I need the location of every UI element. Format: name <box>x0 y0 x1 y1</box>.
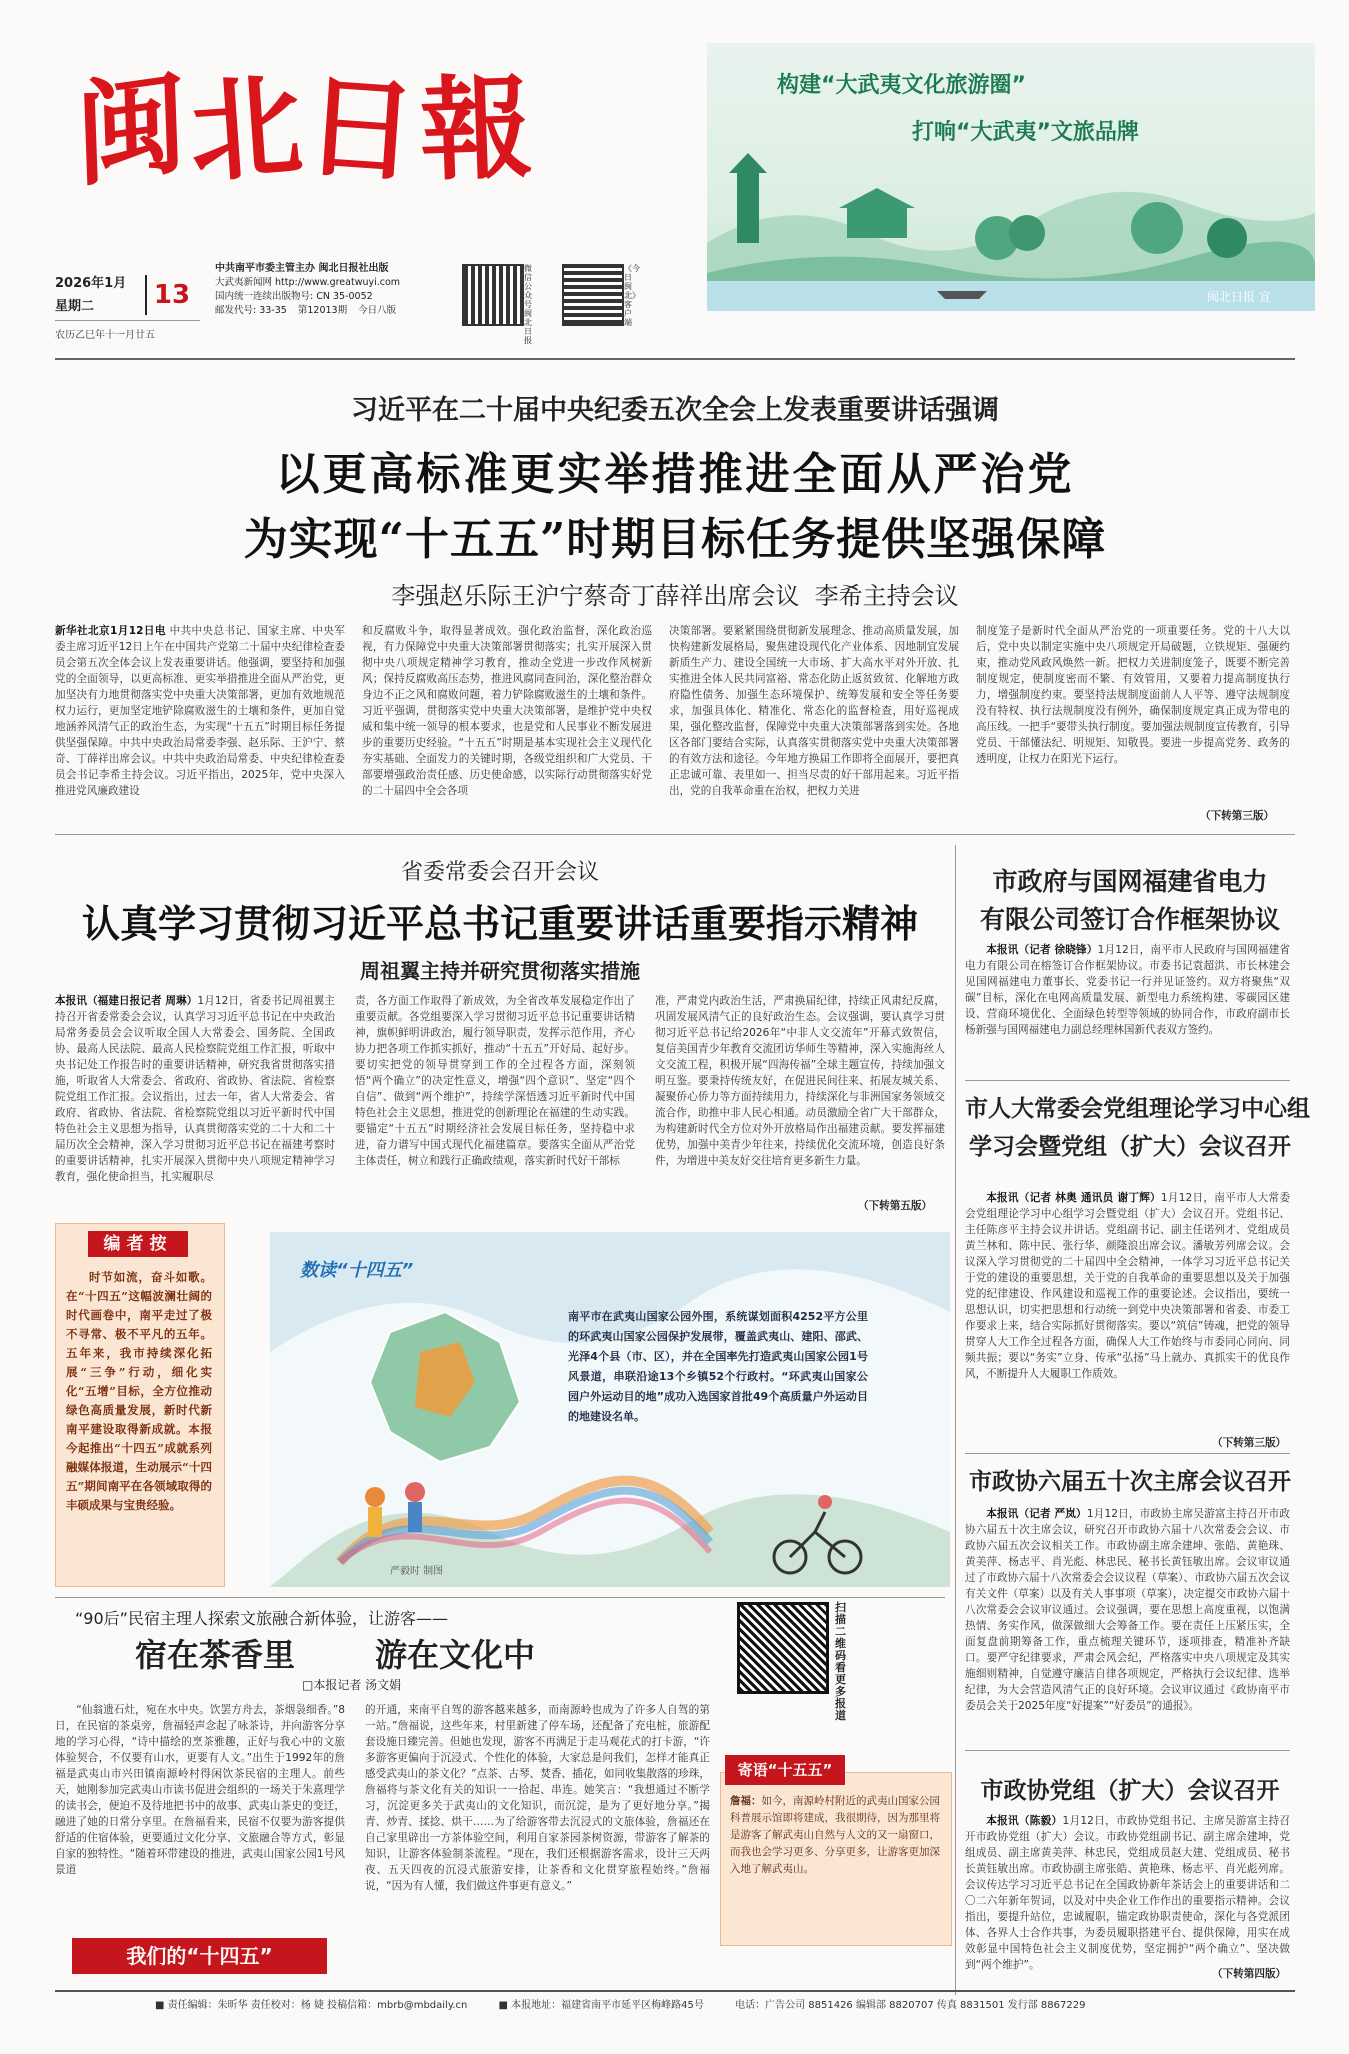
pub-info <box>215 262 455 342</box>
ad-banner <box>707 43 1315 311</box>
logo-char: 闽 <box>73 56 189 204</box>
series-banner-text: 我们的“十四五” <box>126 1944 273 1968</box>
lead-body-4: 制度笼子是新时代全面从严治党的一项重要任务。党的十八大以后，党中央以制定实施中央八项规定开局破题，立铁规矩、强硬约束，推动党风政风焕然一新。把权力关进制度笼子，既要不断完善制度规定，使制度密而不繁、有效管用，又要着力提高制度执行力，增强制度约束。要坚持法规制度面前人人平等、遵守法规制度没有特权、执行法规制度没有例外，确保制度规定真正成为带电的高压线。一把手“要带头执行制度。要加强法规制度宣传教育，引导党员、干部懂法纪、明规矩、知敬畏。要进一步提高党务、政务的透明度，让权力在阳光下运行。 <box>976 625 1290 765</box>
ad-line-2: 打响“大武夷”文旅品牌 <box>912 120 1139 145</box>
ad-line-1: 构建“大武夷文化旅游圈” <box>777 73 1026 98</box>
story2-body-1: 1月12日，省委书记周祖翼主持召开省委常委会会议，认真学习习近平总书记在中央政治局常务委员会会议听取全国人大常委会、国务院、全国政协、最高人民法院、最高人民检察院党组工作汇报，听取中央书记处工作报告时的重要讲话精神，研究我省贯彻落实措施，听取省人大常委会、省政府、省政协、省法院、省检察院党组工作汇报。会议指出，过去一年，省人大常委会、省政府、省政协、省法院、省检察院党组以习近平新时代中国特色社会主义思想为指导，认真贯彻落实党的二十大和二十届历次全会精神，深入学习贯彻习近平总书记在福建考察时的重要讲话精神，扎实开展深入贯彻中央八项规定精神学习教育，强化使命担当，扎实履职尽 <box>55 995 335 1183</box>
issue-weekday: 星期二 <box>55 299 95 314</box>
story2-headline: 认真学习贯彻习近平总书记重要讲话重要指示精神 <box>81 901 918 946</box>
logo-char: 北 <box>185 60 307 199</box>
lead-body-2: 和反腐败斗争，取得显著成效。强化政治监督，深化政治巡视，有力保障党中央重大决策部署贯彻落实；扎实开展深入贯彻中央八项规定精神学习教育，推动全党进一步改作风树新风；保持反腐败高压态势，推进风腐同查同治，深化整治群众身边不正之风和腐败问题，着力铲除腐败滋生的土壤和条件。习近平强调，贯彻落实党中央重大决策部署，是维护党中央权威和集中统一领导的根本要求，也是党和人民事业不断发展进步的重要历史经验。“十五五”时期是基本实现社会主义现代化夯实基础、全面发力的关键时期，各级党组织和广大党员、干部要增强政治责任感、历史使命感，以实际行动贯彻落实好党的二十届四中全会各项 <box>362 625 652 797</box>
s4-body <box>965 1813 1291 1971</box>
masthead-rule <box>55 358 1295 360</box>
s3-rule <box>965 1750 1290 1751</box>
feature-headline-b: 游在文化中 <box>375 1636 536 1674</box>
feature-kicker: “90后”民宿主理人探索文旅融合新体验，让游客—— <box>75 1609 448 1628</box>
cn-number: 国内统一连续出版物号: CN 35-0052 <box>215 291 373 302</box>
story2-byline: 本报讯（福建日报记者 周琳） <box>55 995 198 1007</box>
qr-app-caption: 《今日闽北》客户端 <box>624 264 640 327</box>
s1-body <box>965 942 1290 1072</box>
s3-text <box>965 1506 1290 1714</box>
masthead-logo <box>73 56 535 204</box>
infographic-badge: 数读“十四五” <box>300 1260 414 1281</box>
editor-note-label <box>88 1231 188 1257</box>
lunar-date: 农历乙巳年十一月廿五 <box>55 330 155 341</box>
story2-continue: （下转第五版） <box>858 1200 933 1212</box>
issue-date: 2026年1月 <box>55 276 127 291</box>
lead-headline-2: 为实现“十五五”时期目标任务提供坚强保障 <box>243 514 1107 565</box>
s3-body <box>965 1506 1290 1742</box>
postal-code: 邮发代号: 33-35 <box>215 305 287 316</box>
feature-headline-a: 宿在茶香里 <box>135 1636 296 1674</box>
lead-kicker: 习近平在二十届中央纪委五次全会上发表重要讲话强调 <box>351 395 999 426</box>
infographic-text: 南平市在武夷山国家公园外围，系统谋划面积4252平方公里的环武夷山国家公园保护发展带，覆盖武夷山、建阳、邵武、光泽4个县（市、区），并在全国率先打造武夷山国家公园1号风景道，串联沿途13个乡镇52个行政村。“环武夷山国家公园户外运动目的地”成功入选国家首批49个高质量户外运动目的地建设名单。 <box>568 1310 868 1423</box>
postal-line <box>215 304 455 318</box>
s3-byline: 本报讯（记者 严岚） <box>986 1508 1087 1520</box>
lead-column-4 <box>976 623 1290 807</box>
lead-column-2 <box>362 623 652 823</box>
s2-rule <box>965 1453 1290 1454</box>
footer <box>55 1996 1295 2014</box>
s4-text <box>965 1813 1290 1973</box>
s2-continue: （下转第三版） <box>1212 1437 1287 1449</box>
issue-number: 第12013期 <box>297 305 348 316</box>
s2-text <box>965 1190 1290 1382</box>
lead-column-1 <box>55 623 345 823</box>
feature-byline: □本报记者 汤文娟 <box>302 1678 402 1692</box>
postcard-text: 如今，南源岭村附近的武夷山国家公园科普展示馆即将建成，我很期待，因为那里将是游客了解武夷山自然与人文的又一扇窗口，而我也会学习更多、分享更多，让游客更加深入地了解武夷山。 <box>730 1795 940 1875</box>
s4-continue: （下转第四版） <box>1212 1968 1287 1980</box>
postcard-title <box>725 1755 845 1785</box>
series-banner <box>72 1938 327 1974</box>
editor-note-body <box>66 1268 212 1580</box>
publisher-line: 中共南平市委主管主办 闽北日报社出版 <box>215 263 389 274</box>
postcard-title-text: 寄语“十五五” <box>737 1761 833 1779</box>
feature-rule <box>55 1597 945 1598</box>
logo-char: 日 <box>300 60 422 199</box>
s3-headline: 市政协六届五十次主席会议召开 <box>969 1469 1291 1495</box>
feature-column-1 <box>55 1702 345 1946</box>
story2-body-2: 责，各方面工作取得了新成效，为全省改革发展稳定作出了重要贡献。各党组要深入学习贯彻习近平总书记重要讲话精神，旗帜鲜明讲政治，履行领导职责，发挥示范作用，齐心协力把各项工作抓实抓好，推动“十五五”开好局、起好步。要切实把党的领导贯穿到工作的全过程各方面，深刻领悟“两个确立”的决定性意义，增强“四个意识”、坚定“四个自信”、做到“两个维护”，持续学深悟透习近平新时代中国特色社会主义思想，推进党的创新理论在福建的生动实践。要锚定“十五五”时期经济社会发展目标任务，坚持稳中求进，奋力谱写中国式现代化福建篇章。要落实全面从严治党主体责任，树立和践行正确政绩观，落实新时代好干部标 <box>355 995 635 1167</box>
s1-rule <box>965 1080 1290 1081</box>
lead-text-1 <box>55 623 345 799</box>
infographic-text-box <box>568 1307 868 1457</box>
qr-app[interactable] <box>562 264 624 326</box>
lead-headline-1: 以更高标准更实举措推进全面从严治党 <box>275 449 1075 500</box>
s4-byline: 本报讯（陈毅） <box>986 1815 1063 1827</box>
feature-qr[interactable] <box>737 1602 829 1694</box>
editor-note-text: 时节如流，奋斗如歌。在“十四五”这幅波澜壮阔的时代画卷中，南平走过了极不寻常、极不平凡的五年。五年来，我市持续深化拓展“三争”行动，细化实化“五增”目标，全方位推动绿色高质量发展，新时代新南平建设取得新成就。本报今起推出“十四五”成就系列融媒体报道，生动展示“十四五”期间南平在各领域取得的丰硕成果与宝贵经验。 <box>66 1270 212 1512</box>
story2-column-2 <box>355 993 635 1211</box>
story2-body-3: 准，严肃党内政治生活，严肃换届纪律，持续正风肃纪反腐，巩固发展风清气正的良好政治生态。会议强调，要认真学习贯彻习近平总书记给2026年“中非人文交流年”开幕式致贺信，复信美国青少年教育交流团访华师生等精神，深入实施海丝人文交流工程，积极开展“四海传福”全球主题宣传，持续加强文明互鉴。要秉持传统友好，在促进民间往来、拓展友城关系、凝聚侨心侨力等方面持续用力，持续深化与非洲国家务领域交流合作，助推中非人民心相通。动员激励全省广大干部群众，为构建新时代全方位对外开放格局作出福建贡献。要发挥福建优势，加强中美青少年往来，持续优化交流环境，创造良好条件，为增进中美友好交往培育更多新生力量。 <box>655 995 945 1167</box>
s1-text <box>965 942 1290 1038</box>
logo-char: 報 <box>417 62 535 197</box>
feature-column-2 <box>365 1702 710 1946</box>
feature-body-1: “仙翁遗石灶，宛在水中央。饮罢方舟去，茶烟袅细香。”8日，在民宿的茶桌旁，詹福轻声念起了咏茶诗，并向游客分享地的学习心得，“诗中描绘的烹茶雅趣，正好与我心中的文旅体验契合，不仅要有山水，更要有人文。”出生于1992年的詹福是武夷山市兴田镇南源岭村得闲饮茶民宿的主理人。前些天，她刚参加完武夷山市读书促进会组织的一场关于朱熹理学的读书会，便迫不及待地把书中的故事、武夷山茶史的变迁，融进了她的日常分享里。在詹福看来，民宿不仅要为游客提供舒适的住宿体验，更要通过文化分享、文旅融合等方式，彰显自家的独特性。“随着环带建设的推进，武夷山国家公园1号风景道 <box>55 1704 345 1876</box>
side-vertical-rule <box>955 845 956 1995</box>
pages-today: 今日八版 <box>358 305 397 316</box>
feature-qr-caption: 扫描二维码看更多报道 <box>835 1601 846 1722</box>
story2-kicker: 省委常委会召开会议 <box>400 860 599 885</box>
s2-body <box>965 1190 1290 1430</box>
issue-day: 13 <box>153 280 191 310</box>
day-badge <box>145 275 197 315</box>
date-rule <box>55 320 200 321</box>
feature-body-2: 的开通，来南平自驾的游客越来越多，而南源岭也成为了许多人自驾的第一站。”詹福说，这些年来，村里新建了停车场，还配备了充电桩，旅游配套设施日臻完善。但她也发现，游客不再满足于走马观花式的打卡游，“许多游客更偏向于沉浸式、个性化的体验，大家总是问我们，怎样才能真正感受武夷山的茶文化？”点茶、古琴、焚香、插花，如同收集散落的珍珠，詹福将与茶文化有关的知识一一拾起、串连。她笑言：“我想通过不断学习，沉淀更多关于武夷山的文化知识，而沉淀，是为了更好地分享。”揭青、炒青、揉捻、烘干……为了给游客带去沉浸式的文旅体验，詹福还在自己家里辟出一方茶体验空间，利用自家茶园茶树资源，带游客了解茶的知识，让游客体验制茶流程。“现在，我们还根据游客需求，设计三天两夜、五天四夜的沉浸式旅游安排，让茶香和文化贯穿旅程始终。”詹福说，“因为有人懂，我们做这件事更有意义。” <box>365 1704 710 1892</box>
lead-subhead: 李强赵乐际王沪宁蔡奇丁薛祥出席会议 李希主持会议 <box>391 582 959 610</box>
s2-headline-1: 市人大常委会党组理论学习中心组 <box>965 1096 1310 1122</box>
s1-headline-1: 市政府与国网福建省电力 <box>992 867 1268 896</box>
ad-credit: 闽北日报 宣 <box>1207 290 1271 304</box>
s4-headline: 市政协党组（扩大）会议召开 <box>980 1778 1280 1804</box>
qr-wechat-caption: 微信公众号 闽北日报 <box>524 264 532 345</box>
website: 大武夷新闻网 http://www.greatwuyi.com <box>215 277 401 288</box>
footer-address: ■ 本报地址：福建省南平市延平区梅峰路45号 <box>498 2000 704 2011</box>
footer-editors: ■ 责任编辑：朱昕华 责任校对：杨 婕 投稿信箱：mbrb@mbdaily.cn <box>155 2000 468 2011</box>
infographic-credit: 严毅时 制图 <box>390 1566 444 1577</box>
s1-byline: 本报讯（记者 徐晓锋） <box>986 944 1098 956</box>
infographic <box>270 1232 950 1587</box>
editor-note-label-text: 编者按 <box>103 1234 173 1254</box>
s4-body-text: 1月12日，市政协党组书记、主席吴游富主持召开市政协党组（扩大）会议。市政协党组副书记、副主席余建坤，党组成员、副主席黄美萍、林忠民，党组成员赵大建、党组成员、秘书长黄钰敏出席。市政协副主席张皓、黄艳珠、杨志平、肖光彪列席。会议传达学习习近平总书记在全国政协新年茶话会上的重要讲话和二〇二六年新年贺词，以及对中央企业工作作出的重要指示精神。会议指出，要提升站位，忠诚履职，锚定政协职责使命，深化与各党派团体、各界人士合作共事，为委员履职搭建平台、提供保障，用实在成效彰显中国特色社会主义制度优势，坚定拥护“两个确立”、坚决做到“两个维护”。 <box>965 1815 1291 1971</box>
lead-body-1: 中共中央总书记、国家主席、中央军委主席习近平12日上午在中国共产党第二十届中央纪律检查委员会第五次全体会议上发表重要讲话。他强调，要坚持和加强党的全面领导，以更高标准、更实举措推进全面从严治党，更加坚决有力地贯彻落实党中央重大决策部署，更加有效地规范权力运行，更加坚定地铲除腐败滋生的土壤和条件，更加自觉地涵养风清气正的政治生态，为实现“十五五”时期目标任务提供坚强保障。中共中央政治局常委李强、赵乐际、王沪宁、蔡奇、丁薛祥出席会议。中共中央政治局常委、中央纪律检查委员会书记李希主持会议。习近平指出，2025年，党中央深入推进党风廉政建设 <box>55 625 345 797</box>
footer-rule <box>55 1990 1295 1992</box>
s2-headline-2: 学习会暨党组（扩大）会议召开 <box>969 1134 1291 1160</box>
s1-headline-2: 有限公司签订合作框架协议 <box>979 905 1280 934</box>
lead-column-3 <box>669 623 959 823</box>
story2-text-1 <box>55 993 335 1185</box>
postcard-text-wrap <box>730 1793 940 1878</box>
postcard-name: 詹福： <box>730 1795 762 1807</box>
s1-body-text: 1月12日，南平市人民政府与国网福建省电力有限公司在榕签订合作框架协议。市委书记袁超洪、市长林建会见国网福建电力董事长、党委书记一行并见证签约。双方将聚焦“双碳”目标，深化在电网高质量发展、新型电力系统构建、零碳园区建设、营商环境优化、全面绿色转型等领域的协同合作，市政府副市长杨新强与国网福建电力副总经理林国新代表双方签约。 <box>965 944 1291 1036</box>
lead-continue: （下转第三版） <box>1200 810 1275 822</box>
s3-body-text: 1月12日，市政协主席吴游富主持召开市政协六届五十次主席会议，研究召开市政协六届十八次常委会会议、市政协六届五次会议相关工作。市政协副主席余建坤、张皓、黄艳珠、黄美萍、杨志平、肖光彪、林忠民、秘书长黄钰敏出席。会议审议通过了市政协六届十八次常委会会议议程（草案）、市政协六届五次会议有关文件（草案）以及有关人事事项（草案），决定提交市政协六届十八次常委会会议审议通过。会议强调，要在思想上高度重视，以饱满热情、务实作风，做深做细大会筹备工作。要在责任上压紧压实，全面复盘前期筹备工作，重点梳理关键环节，逐项排查，精准补齐缺口。要严守纪律要求，严肃会风会纪，严格落实中央八项规定及其实施细则精神，自觉遵守廉洁自律各项规定，严格执行会议纪律、选举纪律，为大会营造风清气正的良好环境。会议审议通过《政协南平市委员会关于2025年度“好提案”“好委员”的通报》。 <box>965 1508 1291 1712</box>
footer-phone: 电话：广告公司 8851426 编辑部 8820707 传真 8831501 发行部 8867229 <box>735 2000 1086 2011</box>
lead-body-3: 决策部署。要紧紧围绕贯彻新发展理念、推动高质量发展，加快构建新发展格局，聚焦建设现代化产业体系、因地制宜发展新质生产力、建设全国统一大市场、扩大高水平对外开放、扎实推进全体人民共同富裕、常态化防止返贫致贫、化解地方政府隐性债务、加强生态环境保护、统筹发展和安全等任务要求，加强具体化、精准化、常态化的监督检查，用好巡视成果，强化整改监督，保障党中央重大决策部署落到实处。各地区各部门要结合实际，认真落实贯彻落实党中央重大决策部署的有效方法和途径。今年地方换届工作即将全面展开，要把真正忠诚可靠、表里如一、担当尽责的好干部用起来。习近平指出，党的自我革命重在治权，把权力关进 <box>669 625 959 797</box>
postcard-body <box>730 1793 940 1938</box>
story2-column-3 <box>655 993 945 1195</box>
qr-wechat[interactable] <box>462 264 524 326</box>
s2-body-text: 1月12日，南平市人大常委会党组理论学习中心组学习会暨党组（扩大）会议召开。党组书记、主任陈彦平主持会议并讲话。党组副书记、副主任诺列才、党组成员黄兰林和、陈中民、张行华、颜隆浪出席会议。潘敏芳列席会议。会议深入学习贯彻党的二十届四中全会精神，一体学习习近平总书记关于党的建设的重要思想，关于党的自我革命的重要思想以及关于加强党的纪律建设、作风建设和巡视工作的重要论述。会议指出，要统一思想认识，切实把思想和行动统一到党中央决策部署和省委、市委工作要求上来，结合实际抓好贯彻落实。要以“筑信”铸魂，把党的领导贯穿人大工作全过程各方面，确保人大工作始终与市委同心同向、同频共振；要以“务实”立身、传承“弘扬”马上就办、真抓实干的优良作风，不断提升人大履职工作质效。 <box>965 1192 1290 1380</box>
lead-rule <box>55 834 1295 835</box>
s2-byline: 本报讯（记者 林奥 通讯员 谢丁辉） <box>986 1192 1161 1204</box>
lead-dateline: 新华社北京1月12日电 <box>55 625 166 637</box>
story2-column-1 <box>55 993 335 1211</box>
story2-subhead: 周祖翼主持并研究贯彻落实措施 <box>360 959 640 983</box>
